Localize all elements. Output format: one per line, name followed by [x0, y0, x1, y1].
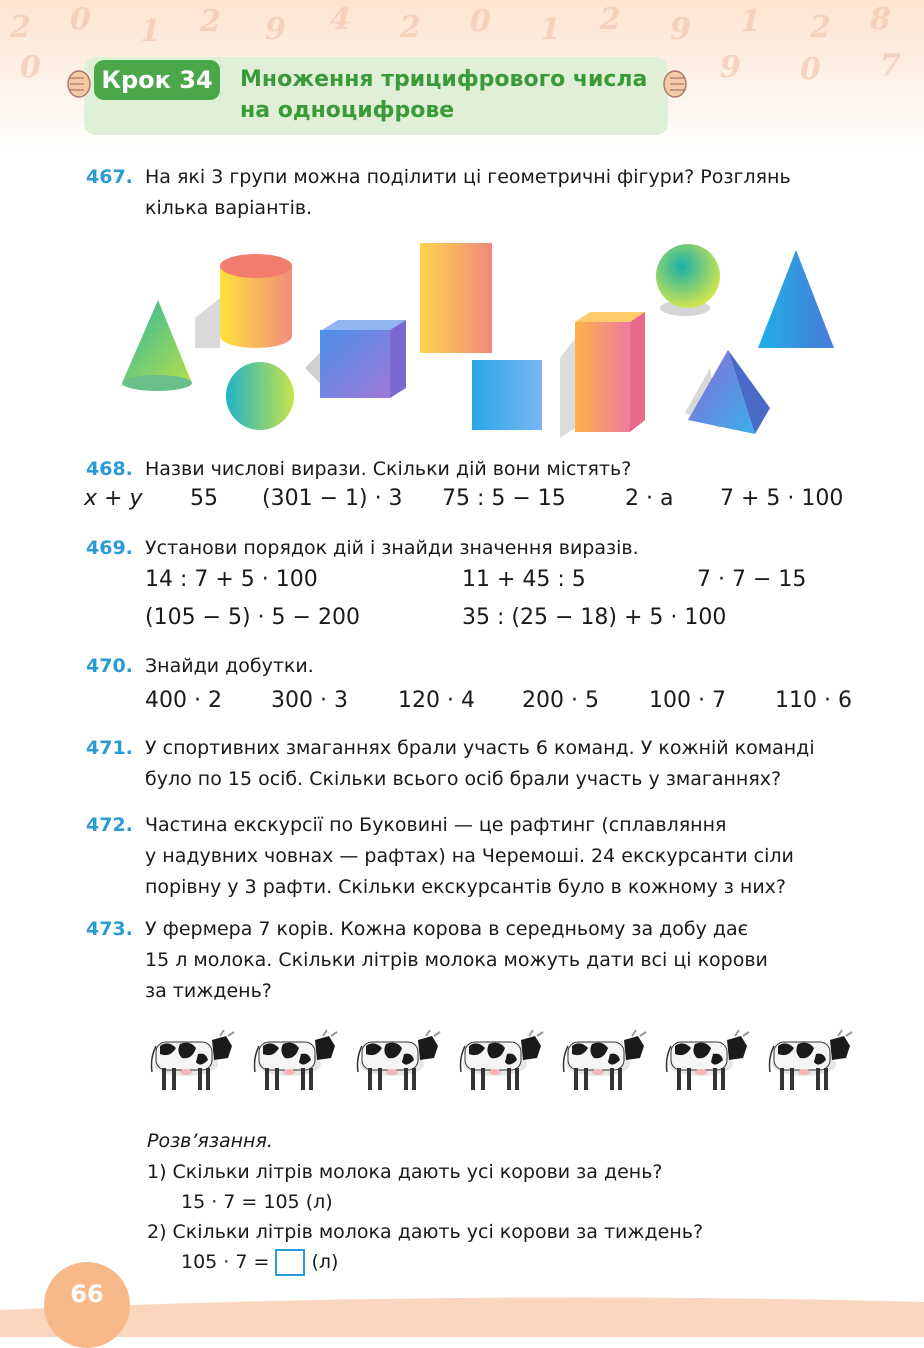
- expression: 75 : 5 − 15: [442, 486, 566, 511]
- pointing-hand-icon: [660, 66, 690, 102]
- task-text-467: На які 3 групи можна поділити ці геометричні фігури? Розглянь кілька варіантів.: [145, 166, 791, 219]
- step-badge: Крок 34: [94, 60, 220, 100]
- cow-icon: [255, 1030, 338, 1090]
- prism-figure: [575, 322, 630, 432]
- solution-answer-2: 105 · 7 = (л): [181, 1247, 338, 1278]
- expression: 400 · 2: [145, 688, 222, 713]
- cow-icon: [152, 1030, 235, 1090]
- square-figure: [472, 360, 542, 430]
- answer-input-box[interactable]: [275, 1249, 305, 1276]
- expression: (301 − 1) · 3: [262, 486, 403, 511]
- expression: 200 · 5: [522, 688, 599, 713]
- task-text-472: Частина екскурсії по Буковині — це рафтинг (сплавляння у надувних човнах — рафтах) на Черемоші. 24 екскурсанти сіли порівну у 3 рафти. Скільки екскурсантів було в кожному з них?: [145, 814, 794, 898]
- pointing-hand-icon: [64, 66, 94, 102]
- expression: 7 + 5 · 100: [720, 486, 844, 511]
- solution-answer-1: 15 · 7 = 105 (л): [181, 1191, 333, 1213]
- background-digits: 2 0 1 2 9 4 2 0 1 2 9 1 2 8 0 9 0 7: [10, 2, 901, 87]
- lesson-title: Множення трицифрового числа на одноцифрове: [240, 67, 648, 123]
- solution-question-2: 2) Скільки літрів молока дають усі корови за тиждень?: [147, 1221, 704, 1243]
- solution-heading: Розв’язання.: [147, 1130, 273, 1152]
- expression: 120 · 4: [398, 688, 475, 713]
- triangle-figure: [758, 250, 834, 348]
- expression: x + y: [84, 486, 143, 511]
- expression: 7 · 7 − 15: [697, 567, 807, 592]
- expression: 35 : (25 − 18) + 5 · 100: [462, 605, 727, 630]
- expression: 55: [190, 486, 218, 511]
- expression: 11 + 45 : 5: [462, 567, 586, 592]
- expression: (105 − 5) · 5 − 200: [145, 605, 360, 630]
- task-text-470: Знайди добутки.: [145, 655, 314, 677]
- cow-icon: [461, 1030, 544, 1090]
- solution-question-1: 1) Скільки літрів молока дають усі корови за день?: [147, 1161, 663, 1183]
- cube-figure: [320, 330, 390, 398]
- sphere-figure: [656, 244, 720, 308]
- cow-icon: [564, 1030, 647, 1090]
- expression: 110 · 6: [775, 688, 852, 713]
- expression: 300 · 3: [271, 688, 348, 713]
- task-number-473: 473.: [86, 918, 133, 940]
- cone-figure: [122, 300, 192, 383]
- page-number: 66: [70, 1280, 104, 1308]
- cows-illustration: [150, 1020, 855, 1100]
- bottom-decoration: [0, 1280, 924, 1337]
- cow-icon: [358, 1030, 441, 1090]
- cow-icon: [667, 1030, 750, 1090]
- cow-icon: [770, 1030, 853, 1090]
- task-number-472: 472.: [86, 814, 133, 836]
- task-number-470: 470.: [86, 655, 133, 677]
- task-text-468: Назви числові вирази. Скільки дій вони містять?: [145, 458, 632, 480]
- rectangle-figure: [420, 243, 492, 353]
- task-number-468: 468.: [86, 458, 133, 480]
- expression: 2 · a: [625, 486, 674, 511]
- circle-figure: [226, 362, 294, 430]
- task-number-469: 469.: [86, 537, 133, 559]
- expression: 100 · 7: [649, 688, 726, 713]
- task-number-471: 471.: [86, 737, 133, 759]
- expression: 14 : 7 + 5 · 100: [145, 567, 318, 592]
- task-number-467: 467.: [86, 166, 133, 188]
- task-text-473: У фермера 7 корів. Кожна корова в середньому за добу дає 15 л молока. Скільки літрів молока можуть дати всі ці корови за тиждень?: [145, 918, 768, 1002]
- geometric-figures-illustration: [110, 238, 840, 438]
- task-text-469: Установи порядок дій і знайди значення виразів.: [145, 537, 639, 559]
- task-text-471: У спортивних змаганнях брали участь 6 команд. У кожній команді було по 15 осіб. Скільки всього осіб брали участь у змаганнях?: [145, 737, 815, 790]
